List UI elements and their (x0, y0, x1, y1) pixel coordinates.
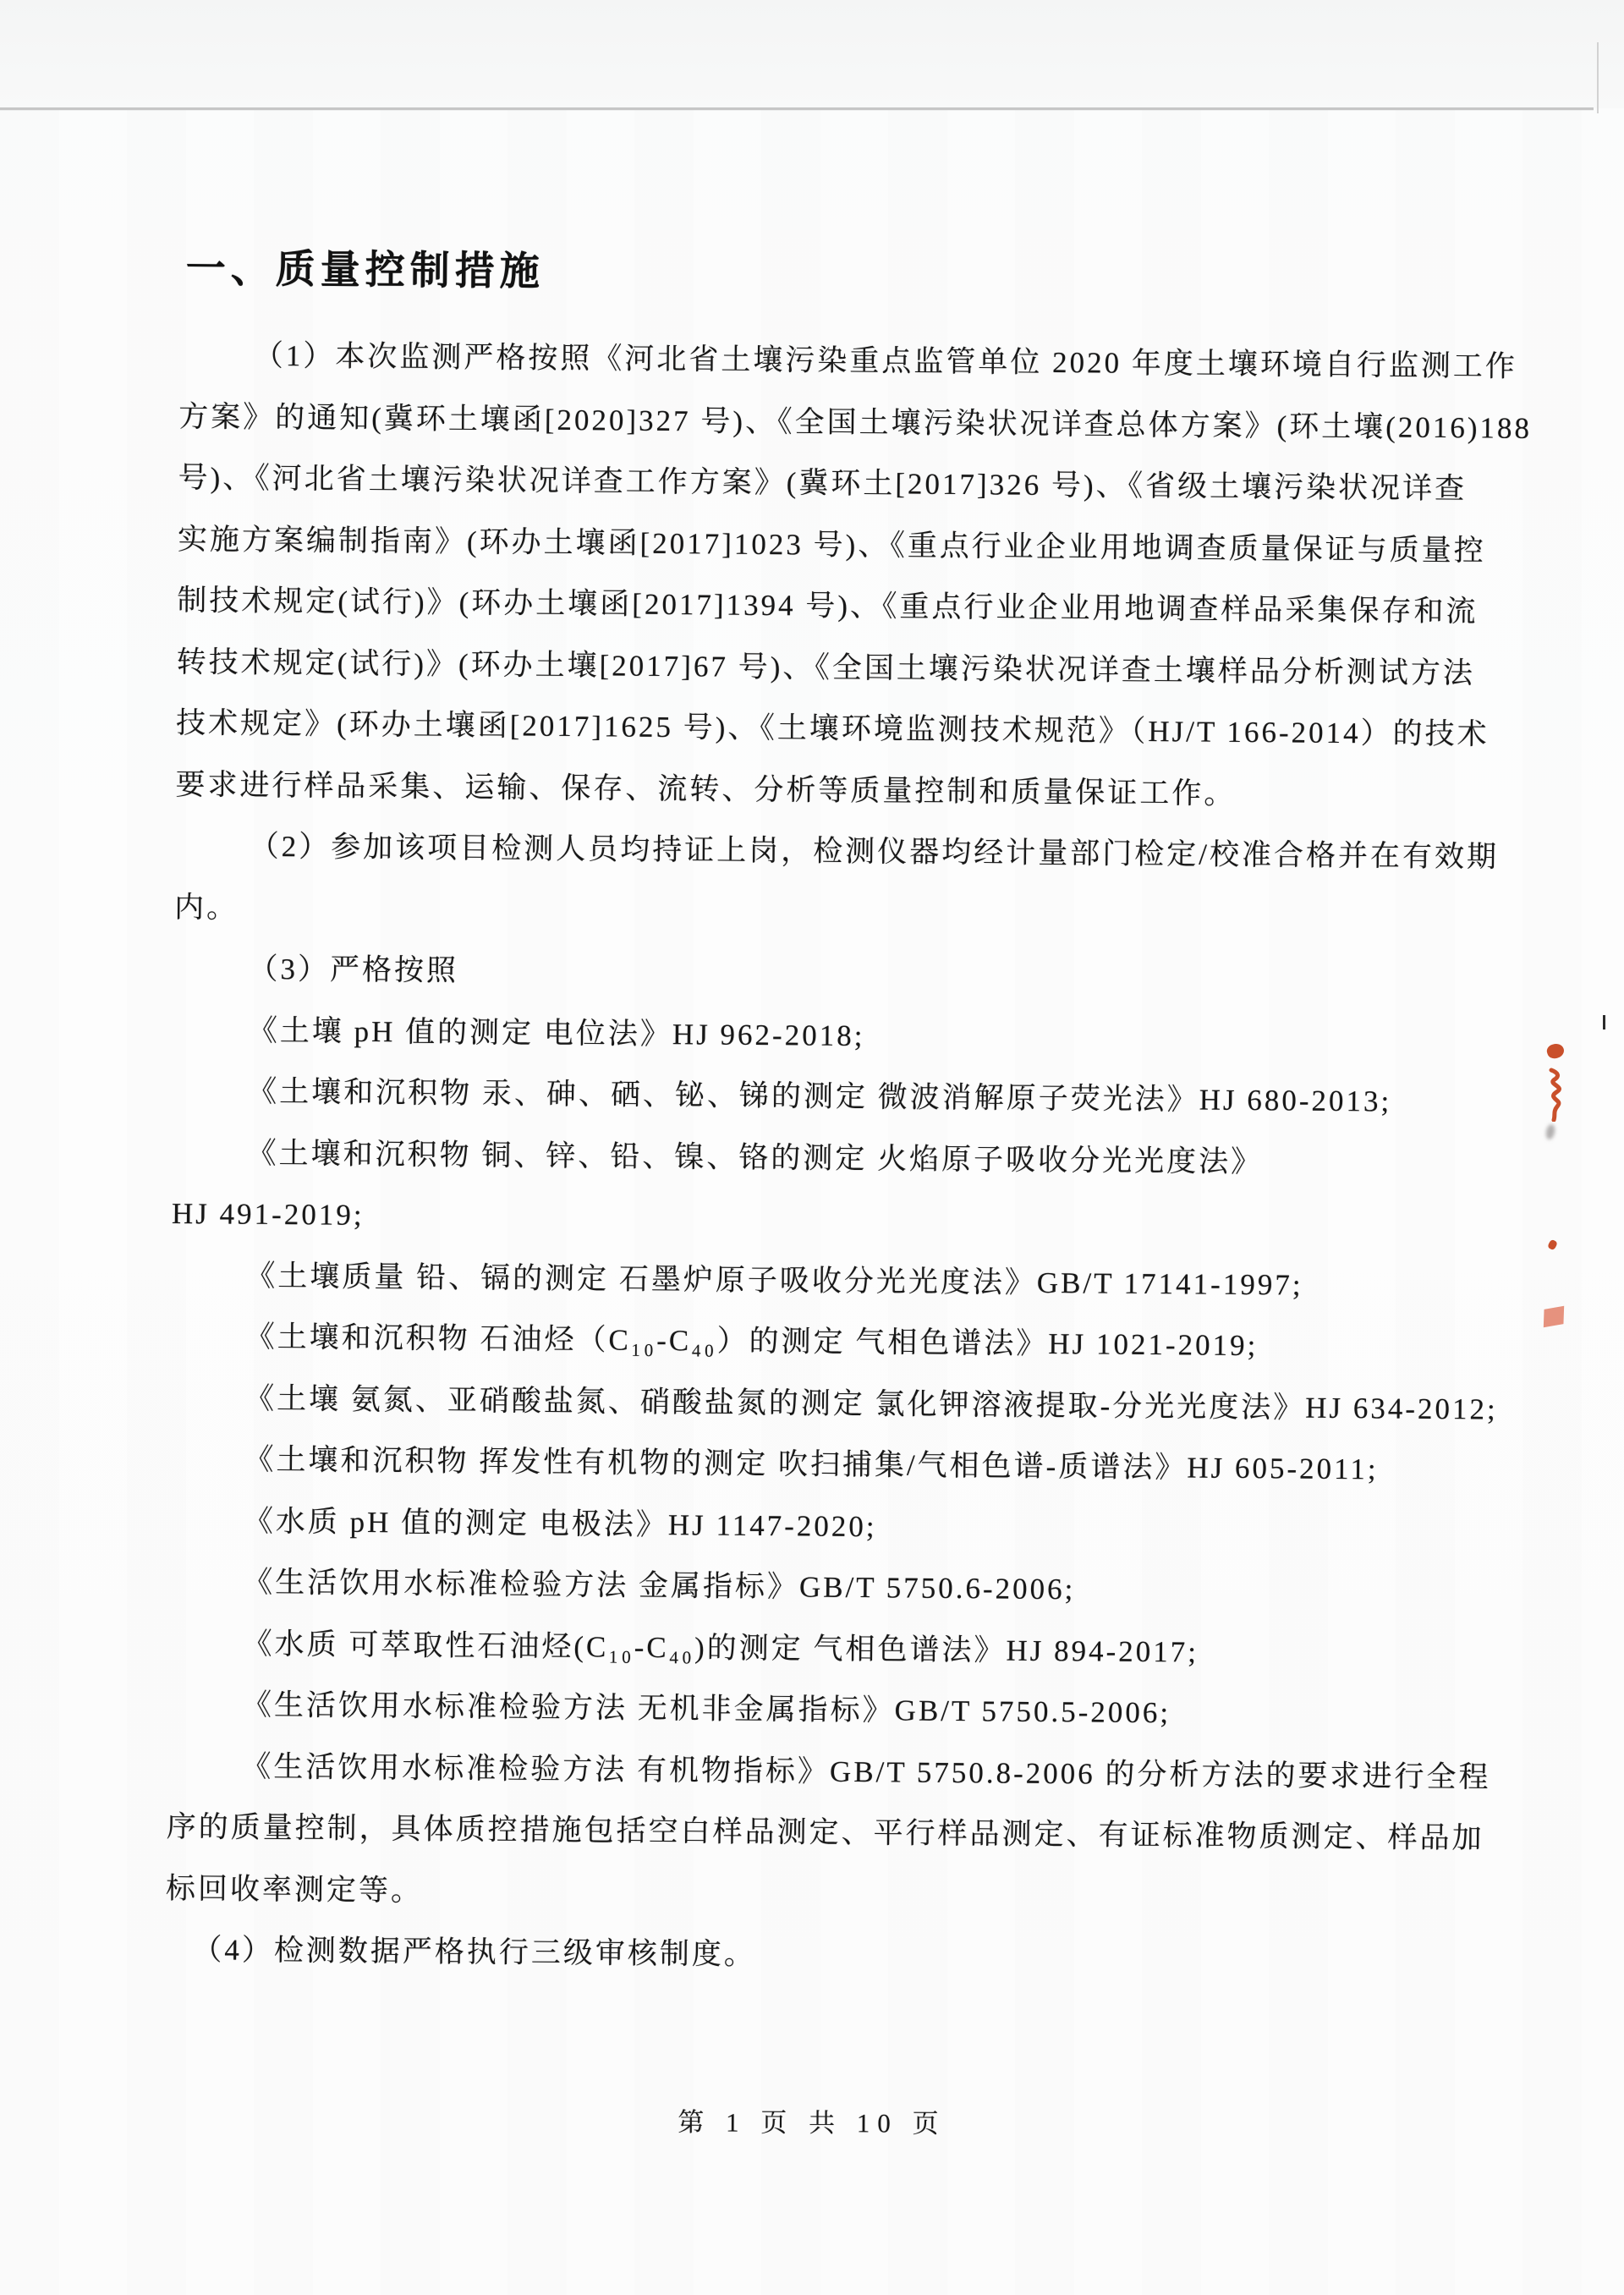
text-line: 《土壤和沉积物 石油烃（C₁₀-C₄₀）的测定 气相色谱法》HJ 1021-2019; (244, 1320, 1259, 1363)
text-line: 转技术规定(试行)》(环办土壤[2017]67 号)、《全国土壤污染状况详查土壤样品分析测试方法 (176, 645, 1475, 689)
text-line: 内。 (173, 890, 239, 925)
red-ink-dot (1547, 1239, 1558, 1251)
scan-separator-line (0, 107, 1594, 110)
red-ink-mark (1545, 1041, 1566, 1060)
document-body (165, 325, 1533, 1992)
text-line: 方案》的通知(冀环土壤函[2020]327 号)、《全国土壤污染状况详查总体方案》(环土壤(2016)188 (178, 399, 1533, 445)
document-content (165, 244, 1533, 1992)
text-line: 技术规定》(环办土壤函[2017]1625 号)、《土壤环境监测技术规范》（HJ/T 166-2014）的技术 (175, 706, 1490, 751)
text-line: （2）参加该项目检测人员均持证上岗，检测仪器均经计量部门检定/校准合格并在有效期 (249, 829, 1500, 874)
text-line: 要求进行样品采集、运输、保存、流转、分析等质量控制和质量保证工作。 (175, 767, 1237, 810)
text-line: 《土壤 pH 值的测定 电位法》HJ 962-2018; (247, 1013, 865, 1052)
text-line: 《土壤 氨氮、亚硝酸盐氮、硝酸盐氮的测定 氯化钾溶液提取-分光光度法》HJ 634-2012; (244, 1381, 1498, 1426)
text-line: 《土壤质量 铅、镉的测定 石墨炉原子吸收分光光度法》GB/T 17141-1997; (245, 1259, 1303, 1302)
scan-edge-line (1597, 42, 1599, 113)
text-line: （4）检测数据严格执行三级审核制度。 (192, 1933, 757, 1972)
text-line: HJ 491-2019; (171, 1196, 365, 1232)
text-line: 实施方案编制指南》(环办土壤函[2017]1023 号)、《重点行业企业用地调查质量保证与质量控 (177, 522, 1486, 567)
text-line: 《土壤和沉积物 挥发性有机物的测定 吹扫捕集/气相色谱-质谱法》HJ 605-2011; (244, 1442, 1379, 1486)
scan-edge-shading (0, 0, 1624, 108)
text-line: （1）本次监测严格按照《河北省土壤污染重点监管单位 2020 年度土壤环境自行监测工作 (253, 338, 1517, 383)
smudge-mark (1544, 1123, 1556, 1140)
text-line: 《土壤和沉积物 汞、砷、硒、铋、锑的测定 微波消解原子荧光法》HJ 680-2013; (247, 1074, 1392, 1118)
text-line: 《水质 可萃取性石油烃(C₁₀-C₄₀)的测定 气相色谱法》HJ 894-2017; (242, 1627, 1199, 1669)
section-title: 一、质量控制措施 (185, 245, 545, 295)
pink-stamp-mark (1544, 1306, 1564, 1328)
text-line: （3）严格按照 (248, 952, 459, 987)
text-line: 序的质量控制，具体质控措施包括空白样品测定、平行样品测定、有证标准物质测定、样品加 (166, 1809, 1484, 1855)
text-line: 号)、《河北省土壤污染状况详查工作方案》(冀环土[2017]326 号)、《省级土壤污染状况详查 (178, 460, 1468, 506)
text-line: 制技术规定(试行)》(环办土壤函[2017]1394 号)、《重点行业企业用地调查样品采集保存和流 (177, 583, 1479, 629)
red-ink-squiggle-icon (1543, 1068, 1565, 1122)
text-line: 《水质 pH 值的测定 电极法》HJ 1147-2020; (243, 1504, 877, 1543)
text-line: 《生活饮用水标准检验方法 有机物指标》GB/T 5750.8-2006 的分析方法的要求进行全程 (241, 1749, 1491, 1794)
text-line: 标回收率测定等。 (165, 1871, 424, 1908)
text-line: 《土壤和沉积物 铜、锌、铅、镍、铬的测定 火焰原子吸收分光光度法》 (246, 1136, 1264, 1178)
text-line: 《生活饮用水标准检验方法 金属指标》GB/T 5750.6-2006; (243, 1565, 1076, 1606)
scan-tick-mark (1603, 1015, 1605, 1029)
page-number-footer: 第 1 页 共 10 页 (678, 2107, 946, 2139)
text-line: 《生活饮用水标准检验方法 无机非金属指标》GB/T 5750.5-2006; (241, 1688, 1171, 1730)
